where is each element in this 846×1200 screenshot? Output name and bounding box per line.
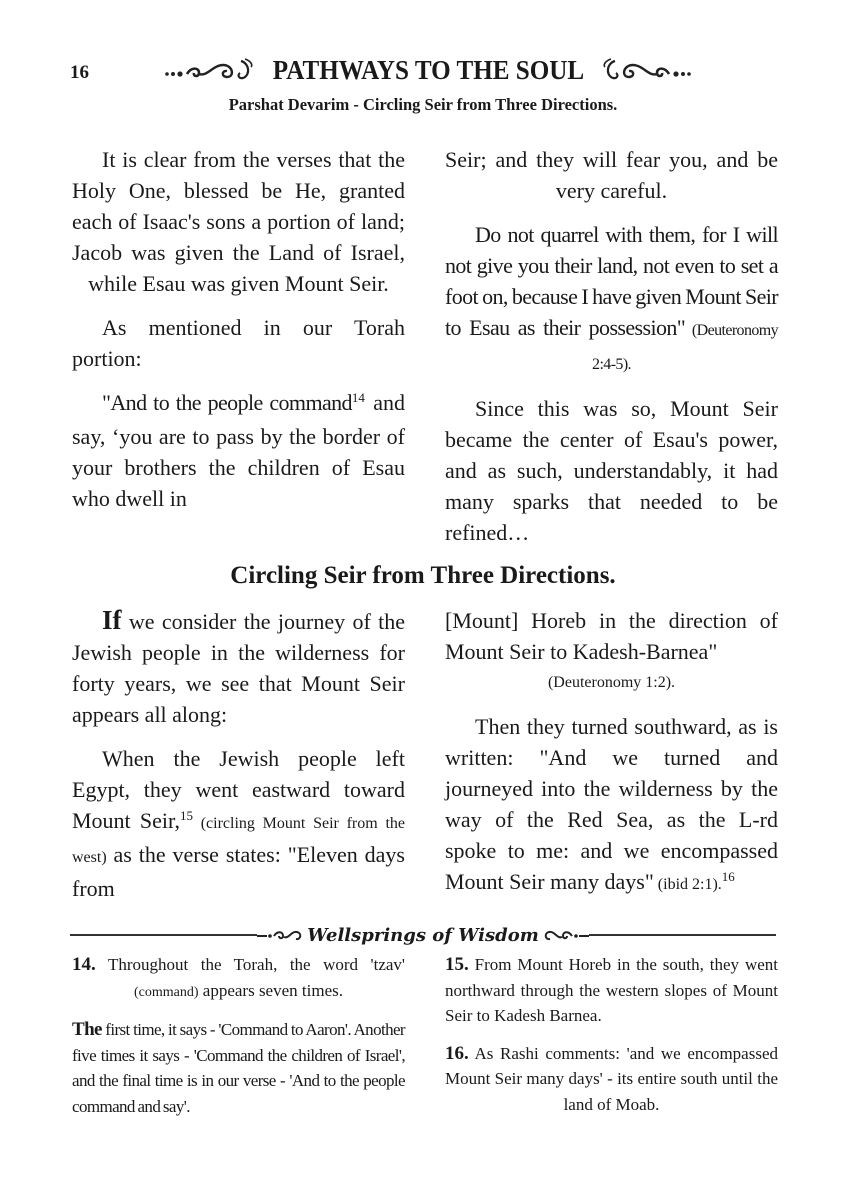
parenthetical: (circling Mount Seir from the west) bbox=[72, 815, 405, 866]
footnote-14 bbox=[72, 952, 405, 1005]
middle-left-column bbox=[72, 605, 405, 917]
paragraph-text: we consider the journey of the Jewish people in the wilderness for forty years, we see that Mount Seir appears all along: bbox=[72, 609, 405, 727]
paragraph bbox=[445, 219, 778, 380]
flourish-left-icon bbox=[163, 57, 255, 83]
footnotes-left-column bbox=[72, 952, 405, 1131]
lead-word: The bbox=[72, 1019, 102, 1040]
divider-rule bbox=[589, 934, 776, 936]
paragraph bbox=[445, 605, 778, 698]
footnotes-right-column bbox=[445, 952, 778, 1129]
footnote-text: appears seven times. bbox=[198, 980, 343, 1000]
footnote-text: first time, it says - 'Command to Aaron'. Another five times it says - 'Command the children of Israel', and the final time is in our verse - 'And to the people command and say'. bbox=[72, 1020, 405, 1116]
quote-text: Do not quarrel with them, for I will not give you their land, not even to set a foot on, because I have given Mount Seir to Esau as their possession" bbox=[445, 222, 778, 340]
footnote-ref[interactable]: 14 bbox=[351, 390, 365, 405]
paragraph-text: as the verse states: "Eleven days from bbox=[72, 842, 405, 901]
footnote-ref[interactable]: 16 bbox=[721, 869, 735, 884]
paragraph bbox=[72, 387, 405, 514]
lead-word: If bbox=[102, 605, 122, 635]
paragraph bbox=[445, 711, 778, 900]
paragraph: Since this was so, Mount Seir became the center of Esau's power, and as such, understandably, it had many sparks that needed to be refined… bbox=[445, 396, 778, 545]
footnote-number: 16. bbox=[445, 1042, 469, 1064]
footnote-text: Throughout the Torah, the word 'tzav' bbox=[95, 955, 405, 974]
footnote-number: 15. bbox=[445, 954, 469, 975]
scripture-reference: (Deuteronomy 2:4-5). bbox=[592, 322, 778, 373]
footnotes-title: Wellsprings of Wisdom bbox=[307, 924, 539, 946]
quote-text: "And to the people command bbox=[102, 390, 352, 415]
flourish-right-icon bbox=[601, 57, 693, 83]
quote-text: [Mount] Horeb in the direction of Mount Seir to Kadesh-Barnea" bbox=[445, 608, 778, 664]
flourish-left-icon bbox=[257, 927, 303, 943]
quote-text: and say, ‘you are to pass by the border of your brothers the children of Esau who dwell in bbox=[72, 390, 406, 511]
paragraph: As mentioned in our Torah portion: bbox=[72, 315, 405, 371]
parenthetical: (command) bbox=[134, 984, 199, 1000]
paragraph-text: When the Jewish people left Egypt, they went eastward toward Mount Seir, bbox=[72, 746, 405, 833]
scripture-reference: (Deuteronomy 1:2). bbox=[547, 674, 676, 691]
footnote-ref[interactable]: 15 bbox=[179, 808, 193, 823]
running-head bbox=[128, 50, 728, 90]
paragraph bbox=[72, 743, 405, 904]
footnote-16 bbox=[445, 1041, 778, 1118]
footnote-15 bbox=[445, 952, 778, 1029]
paragraph bbox=[72, 605, 405, 730]
quote-text: Then they turned southward, as is written: "And we turned and journeyed into the wilderness by the way of the Red Sea, as the L-rd spoke to me: and we encompassed Mount Seir many days" bbox=[445, 714, 778, 894]
divider-rule bbox=[70, 934, 257, 936]
footnote-text: As Rashi comments: 'and we encompassed Mount Seir many days' - its entire south until the land of Moab. bbox=[445, 1043, 778, 1114]
footnote-text: From Mount Horeb in the south, they went northward through the western slopes of Mount Seir to Kadesh Barnea. bbox=[445, 955, 778, 1025]
book-title: PATHWAYS TO THE SOUL bbox=[272, 54, 584, 85]
top-left-column bbox=[72, 144, 405, 527]
scripture-reference: (ibid 2:1). bbox=[653, 876, 722, 893]
paragraph: It is clear from the verses that the Holy One, blessed be He, granted each of Isaac's sons a portion of land; Jacob was given the Land of Israel, while Esau was given Mount Seir. bbox=[72, 147, 405, 296]
footnotes-divider bbox=[70, 922, 776, 948]
flourish-right-icon bbox=[543, 927, 589, 943]
middle-right-column bbox=[445, 605, 778, 913]
footnote-14-continued bbox=[72, 1017, 405, 1119]
section-heading: Circling Seir from Three Directions. bbox=[230, 562, 616, 589]
paragraph: Seir; and they will fear you, and be very careful. bbox=[445, 147, 778, 203]
chapter-subtitle: Parshat Devarim - Circling Seir from Three Directions. bbox=[228, 95, 618, 114]
page-number: 16 bbox=[70, 62, 89, 83]
top-right-column bbox=[445, 144, 778, 561]
footnote-number: 14. bbox=[72, 954, 96, 975]
